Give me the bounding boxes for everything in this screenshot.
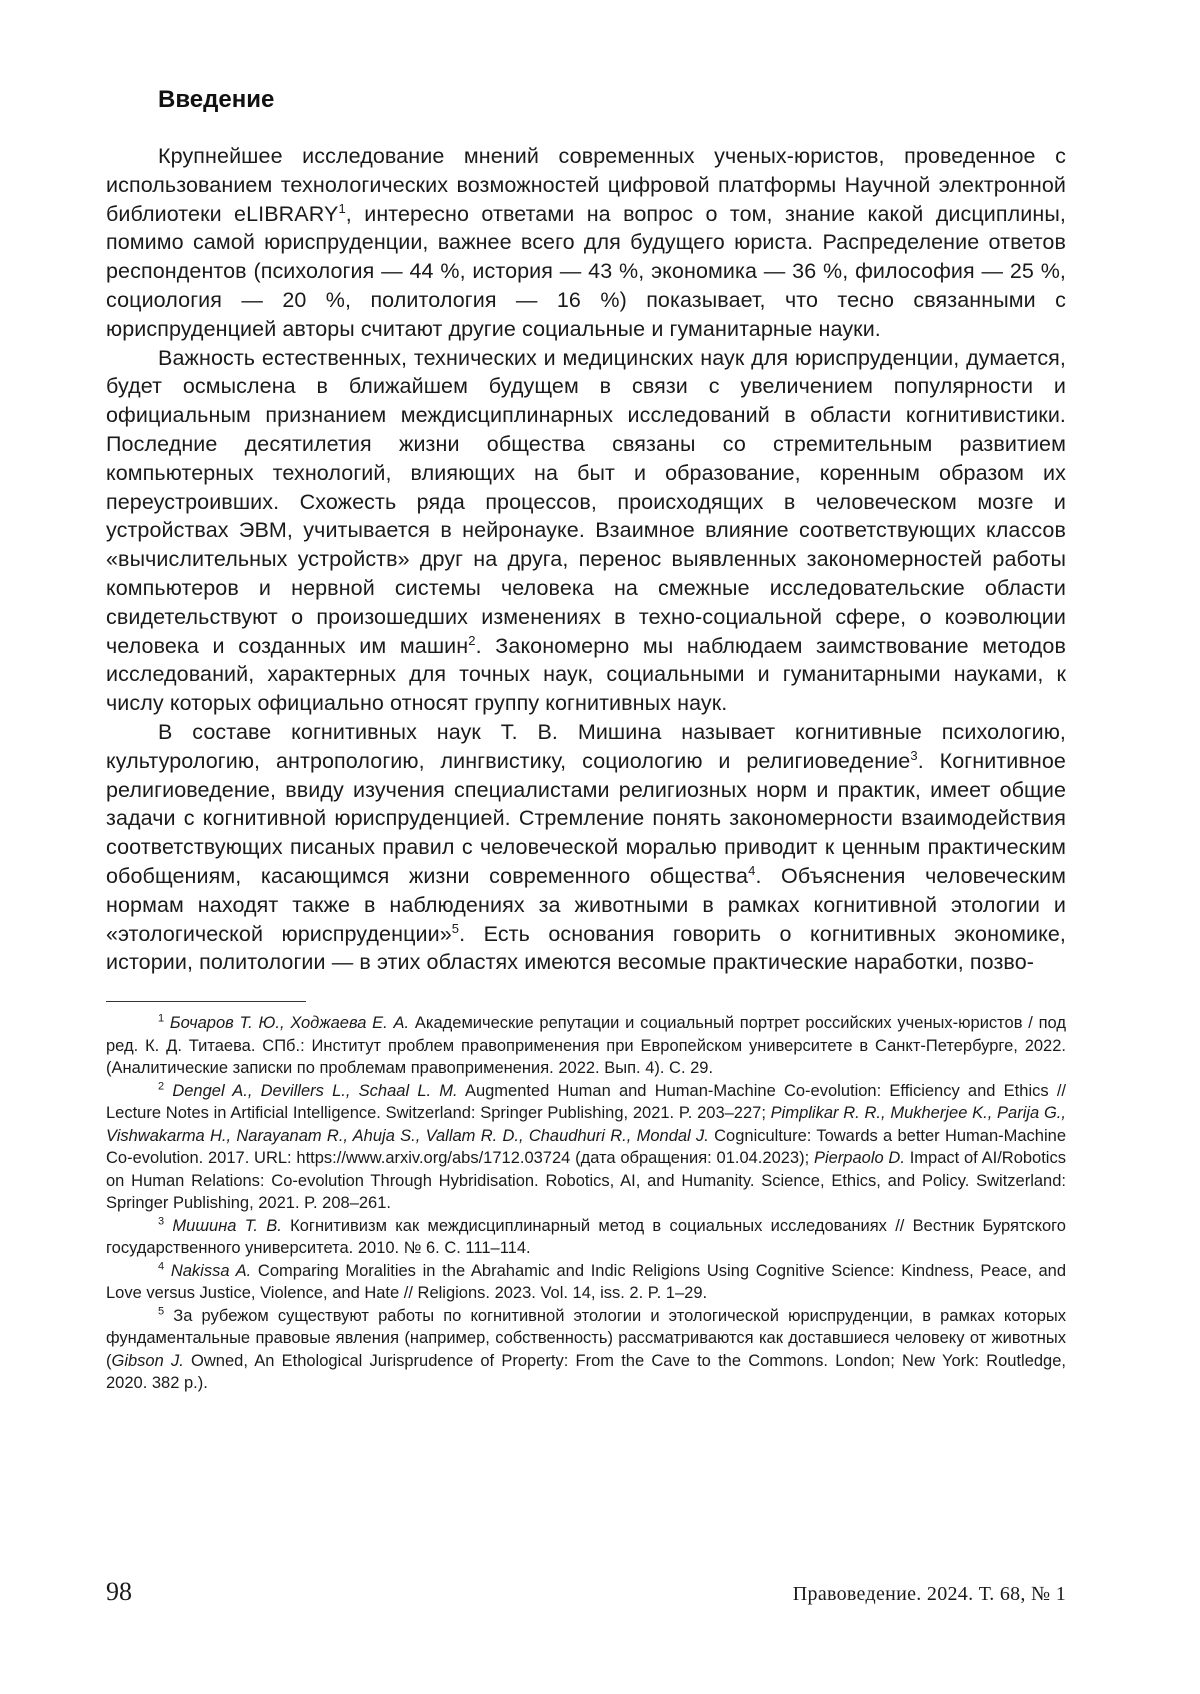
body-text: [106, 142, 1066, 977]
footnote-number: 5: [158, 1305, 165, 1318]
footnote-authors: Dengel A., Devillers L., Schaal L. M.: [172, 1081, 458, 1100]
footnote-authors: Pimplikar R. R., Mukherjee K., Parija G., Vishwakarma H., Narayanam R., Ahuja S., Vallam R. D., Chaudhuri R., Mondal J.: [106, 1104, 1066, 1145]
paragraph: Важность естественных, технических и медицинских наук для юриспруденции, думается, будет осмыслена в ближайшем будущем в связи с увеличением популярности и официальным признанием междисциплинарных исследований в области когнитивистики. Последние десятилетия жизни общества связаны со стремительным развитием компьютерных технологий, влияющих на быт и образование, коренным образом их переустроивших. Схожесть ряда процессов, происходящих в человеческом мозге и устройствах ЭВМ, учитывается в нейронауке. Взаимное влияние соответствующих классов «вычислительных устройств» друг на друга, перенос выявленных закономерностей работы компьютеров и нервной системы человека на смежные исследовательские области свидетельствуют о произошедших изменениях в техно-социальной сфере, о коэволюции человека и созданных им машин$^2$. Закономерно мы наблюдаем заимствование методов исследований, характерных для точных наук, социальными и гуманитарными науками, к числу которых официально относят группу когнитивных наук.: [106, 345, 1067, 716]
footnote-authors: Gibson J.: [111, 1351, 184, 1370]
footnote-number: 1: [158, 1012, 165, 1025]
footnote-number: 4: [158, 1260, 165, 1273]
paragraph: Крупнейшее исследование мнений современных ученых-юристов, проведенное с использованием технологических возможностей цифровой платформы Научной электронной библиотеки eLIBRARY$^1$, интересно ответами на вопрос о том, знание какой дисциплины, помимо самой юриспруденции, важнее всего для будущего юриста. Распределение ответов респондентов (психология — 44 %, история — 43 %, экономика — 36 %, философия — 25 %, социология — 20 %, политология — 16 %) показывает, что тесно связанными с юриспруденцией авторы считают другие социальные и гуманитарные науки.: [106, 144, 1067, 341]
journal-citation: Правоведение. 2024. Т. 68, № 1: [792, 1583, 1066, 1605]
footnote-authors: Мишина Т. В.: [172, 1216, 282, 1235]
footnote-ref[interactable]: 3: [910, 747, 918, 763]
footnotes: [106, 1012, 1066, 1395]
footnote-ref[interactable]: 4: [748, 862, 756, 878]
page-footer: [106, 1577, 1066, 1607]
footnote: $^3$ Мишина Т. В. Когнитивизм как междисциплинарный метод в социальных исследованиях // Вестник Бурятского государственного университета. 2010. № 6. С. 111–114.: [106, 1215, 1066, 1258]
footnote-authors: Pierpaolo D.: [813, 1149, 905, 1168]
page-number: 98: [106, 1577, 132, 1606]
footnote-authors: Nakissa A.: [170, 1261, 252, 1280]
footnote-ref[interactable]: 5: [451, 920, 460, 936]
footnote-ref[interactable]: 1: [338, 200, 346, 216]
footnote-number: 2: [158, 1080, 165, 1093]
footnote-number: 3: [158, 1215, 165, 1228]
footnote-authors: Бочаров Т. Ю., Ходжаева Е. А.: [169, 1014, 410, 1033]
footnote: $^1$ Бочаров Т. Ю., Ходжаева Е. А. Академические репутации и социальный портрет российских ученых-юристов / под ред. К. Д. Титаева. СПб.: Институт проблем правоприменения при Европейском университете в Санкт-Петербурге, 2022. (Аналитические записки по проблемам правоприменения. 2022. Вып. 4). С. 29.: [106, 1012, 1066, 1078]
footnote-divider: [106, 1001, 306, 1002]
article-page: [106, 86, 1066, 1395]
footnote: $^2$ Dengel A., Devillers L., Schaal L. M. Augmented Human and Human-Machine Co-evolution: Efficiency and Ethics // Lecture Notes in Artificial Intelligence. Switzerland: Springer Publishing, 2021. P. 203–227; Pimplikar R. R., Mukherjee K., Parija G., Vishwakarma H., Narayanam R., Ahuja S., Vallam R. D., Chaudhuri R., Mondal J. Cogniculture: Towards a better Human-Machine Co-evolution. 2017. URL: https://www.arxiv.org/abs/1712.03724 (дата обращения: 01.04.2023); Pierpaolo D. Impact of AI/Robotics on Human Relations: Co-evolution Through Hybridisation. Robotics, AI, and Humanity. Science, Ethics, and Policy. Switzerland: Springer Publishing, 2021. P. 208–261.: [106, 1080, 1067, 1213]
footnote-ref[interactable]: 2: [468, 632, 476, 648]
footnote: $^5$ За рубежом существуют работы по когнитивной этологии и этологической юриспруденции, в рамках которых фундаментальные правовые явления (например, собственность) рассматриваются как доставшиеся человеку от животных (Gibson J. Owned, An Ethological Jurisprudence of Property: From the Cave to the Commons. London; New York: Routledge, 2020. 382 p.).: [106, 1305, 1066, 1393]
section-heading: Введение: [158, 86, 275, 113]
footnote: $^4$ Nakissa A. Comparing Moralities in the Abrahamic and Indic Religions Using Cognitive Science: Kindness, Peace, and Love versus Justice, Violence, and Hate // Religions. 2023. Vol. 14, iss. 2. P. 1–29.: [106, 1260, 1067, 1303]
paragraph: В составе когнитивных наук Т. В. Мишина называет когнитивные психологию, культурологию, антропологию, лингвистику, социологию и религиоведение$^3$. Когнитивное религиоведение, ввиду изучения специалистами религиозных норм и практик, имеет общие задачи с когнитивной юриспруденцией. Стремление понять закономерности взаимодействия соответствующих писаных правил с человеческой моралью приводит к ценным практическим обобщениям, касающимся жизни современного общества$^4$. Объяснения человеческим нормам находят также в наблюдениях за животными в рамках когнитивной этологии и «этологической юриспруденции»$^5$. Есть основания говорить о когнитивных экономике, истории, политологии — в этих областях имеются весомые практические наработки, позво-: [106, 719, 1066, 975]
